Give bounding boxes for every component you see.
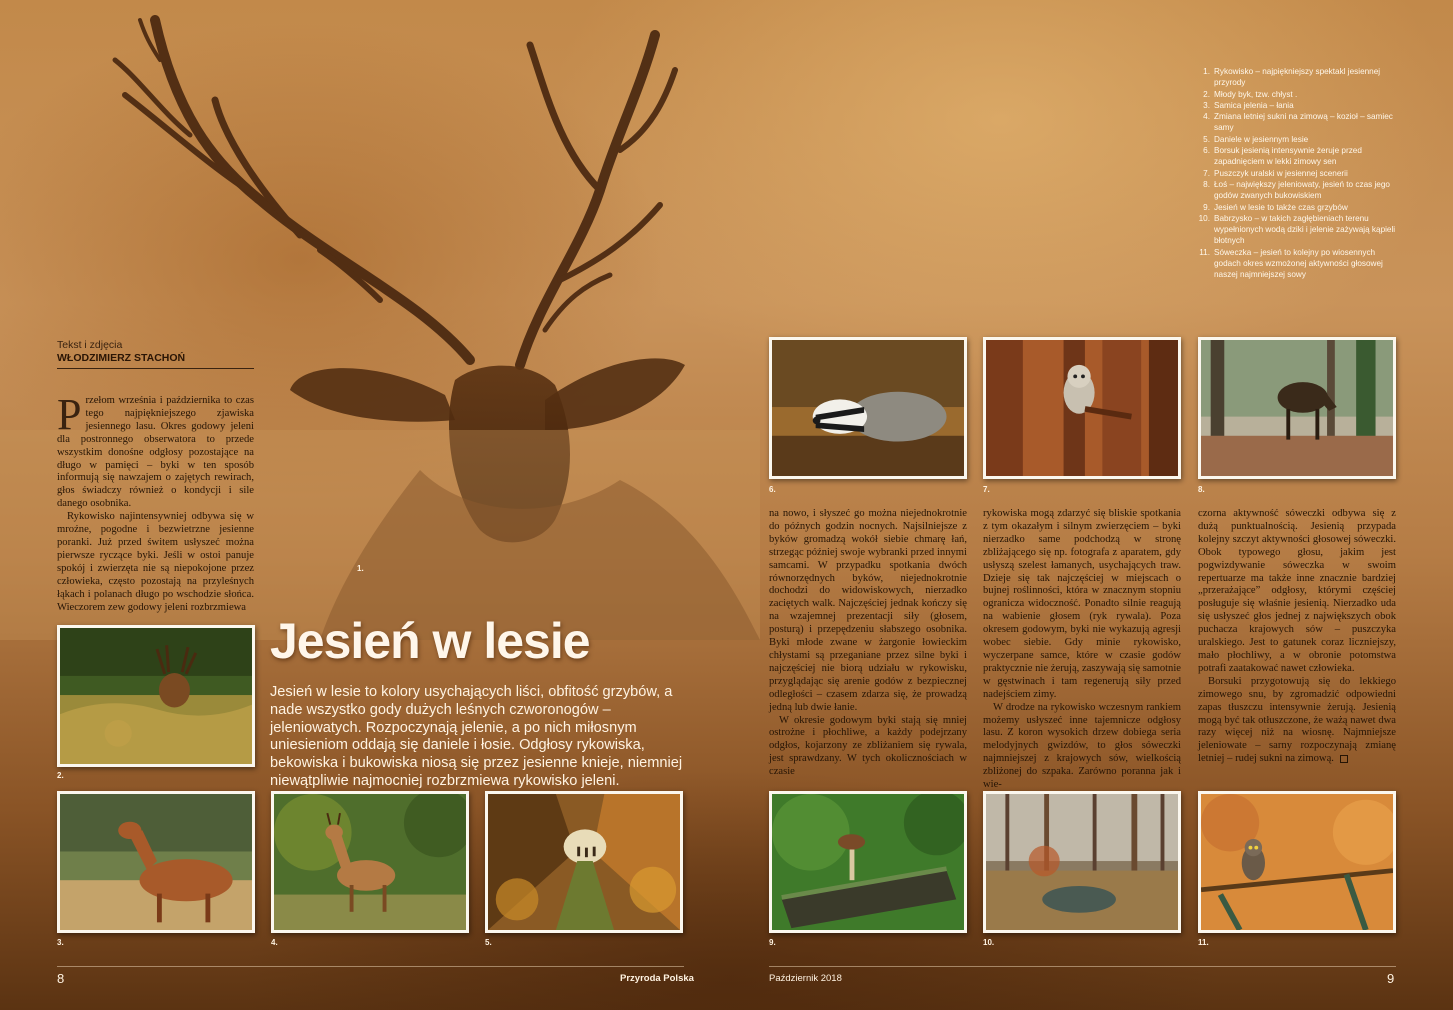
caption-item (1197, 168, 1397, 179)
caption-text: Zmiana letniej sukni na zimową – kozioł – samiec samy (1214, 112, 1393, 133)
caption-item (1197, 213, 1397, 247)
col2-paragraph-1: na nowo, i słyszeć go można niejednokrotnie do późnych godzin nocnych. Najsilniejsze z byków gromadzą wokół siebie chmarę łań, strzegąc później swoje wybranki przed innymi samcami. W przypadku spotkania dwóch równorzędnych byków, niejednokrotnie dochodzi do widowiskowych, nierzadko zaciętych walk. Najczęściej jednak kończy się na wzajemnej prezentacji siły (głosem, posturą) i przepędzeniu słabszego osobnika. Byki młode zwane w żargonie łowieckim chłystami są przeganiane przez silne byki i najczęściej nie biorą udziału w rykowisku, przyglądając się arenie godów z bezpiecznej odległości – czasem zdarza się, że prowadzą jedną lub dwie łanie. (769, 508, 967, 713)
end-mark-icon (1340, 755, 1348, 763)
photo-number-1: 1. (357, 564, 364, 573)
photo-young-stag (57, 625, 255, 767)
magazine-name: Przyroda Polska (620, 973, 694, 984)
photo-number-4: 4. (271, 938, 278, 947)
body-column-4 (1198, 508, 1396, 766)
caption-number: 4. (1203, 112, 1210, 122)
photo-ural-owl (983, 337, 1181, 479)
caption-number: 1. (1203, 67, 1210, 76)
body-column-2 (769, 508, 967, 779)
photo-number-5: 5. (485, 938, 492, 947)
photo-elk (1198, 337, 1396, 479)
photo-number-3: 3. (57, 938, 64, 947)
col4-paragraph-2: Borsuki przygotowują się do lekkiego zimowego snu, by zgromadzić odpowiedni zapas tłuszczu intensywnie żerują. Jesienią mogą być tak otłuszczone, że ważą nawet dwa razy więcej niż na wiosnę. Najmniejsze jeleniowate – sarny rozpoczynają zmianę letniej – rudej sukni na zimową. (1198, 675, 1396, 765)
author-name: WŁODZIMIERZ STACHOŃ (57, 352, 254, 369)
caption-number: 6. (1203, 146, 1210, 156)
photo-pygmy-owl (1198, 791, 1396, 933)
caption-item (1197, 145, 1397, 168)
col3-paragraph-2: W drodze na rykowisko wczesnym rankiem możemy usłyszeć inne tajemnicze odgłosy lasu. Z koron wysokich drzew dobiega seria melodyjnych gwizdów, to głos sóweczki najmniejszej z krajowych sów, wielkością zbliżonej do szpaka. Zarówno poranna jak i wie- (983, 701, 1181, 791)
col3-paragraph-1: rykowiska mogą zdarzyć się bliskie spotkania z tym okazałym i silnym zwierzęciem – byki nierzadko same podchodzą w stronę zbliżającego się np. fotografa z aparatem, gdy usłyszą szelest łamanych, usychających traw. Dzieje się tak najczęściej w miejscach o bujnej roślinności, która w znacznym stopniu ogranicza widoczność. Ponadto silnie reagują na wabienie głosem (ryk rywala). Poza okresem godowym, byki nie wykazują agresji wobec siebie. Gdy minie rykowisko, wyczerpane samce, które w czasie godów praktycznie nie żerują, zaszywają się samotnie w gęstwinach i tam regenerują siły przed nadejściem zimy. (983, 508, 1181, 700)
photo-number-2: 2. (57, 771, 64, 780)
caption-item (1197, 247, 1397, 281)
footer-rule-right (769, 966, 1396, 967)
page-number-left: 8 (57, 971, 65, 986)
caption-number: 8. (1203, 179, 1210, 189)
caption-text: Rykowisko – najpiękniejszy spektakl jesiennej przyrody (1214, 67, 1381, 88)
body-column-1 (57, 390, 254, 614)
col1-paragraph-2: Rykowisko najintensywniej odbywa się w mroźne, pogodne i bezwietrzne jesienne poranki. Już przed świtem usłyszeć można pierwsze ryczące byki. Jeśli w ostoi panuje spokój i zwierzęta nie są niepokojone przez człowieka, często pozostają na przyleśnych łąkach i polanach długo po wschodzie słońca. Wieczorem zew godowy jeleni rozbrzmiewa (57, 511, 254, 613)
photo-number-8: 8. (1198, 485, 1205, 494)
photo-roe-buck (271, 791, 469, 933)
caption-text: Babrzysko – w takich zagłębieniach terenu wypełnionych wodą dziki i jelenie zażywają kąpieli błotnych (1214, 213, 1396, 246)
col4-paragraph-1: czorna aktywność sóweczki odbywa się z dużą punktualnością. Jesienią przypada kolejny szczyt aktywności głosowej sóweczki. Obok typowego głosu, jakim jest pogwizdywanie sóweczka w swoim repertuarze ma także inne znacznie bardziej „przerażające” odgłosy, którymi częściej posługuje się właśnie jesienią. Nierzadko uda się usłyszeć głos jednej z największych obok puchacza krajowych sów – puszczyka uralskiego. Jest to gatunek coraz liczniejszy, mało płochliwy, a w obronie potomstwa potrafi zaatakować nawet człowieka. (1198, 508, 1396, 674)
caption-item (1197, 202, 1397, 213)
photo-wallow (983, 791, 1181, 933)
caption-list (1197, 66, 1397, 281)
photo-number-6: 6. (769, 485, 776, 494)
caption-number: 2. (1203, 89, 1210, 99)
caption-number: 7. (1203, 168, 1210, 178)
caption-item (1197, 179, 1397, 202)
caption-item (1197, 89, 1397, 100)
caption-number: 10. (1198, 213, 1210, 223)
caption-text: Łoś – największy jeleniowaty, jesień to czas jego godów zwanych bukowiskiem (1214, 179, 1390, 201)
photo-number-10: 10. (983, 938, 995, 947)
caption-text: Puszczyk uralski w jesiennej scenerii (1214, 168, 1348, 178)
caption-item (1197, 100, 1397, 111)
drop-cap: P (57, 390, 82, 439)
caption-number: 3. (1203, 100, 1210, 110)
footer-rule-left (57, 966, 684, 967)
page-number-right: 9 (1387, 971, 1395, 986)
photo-number-9: 9. (769, 938, 776, 947)
caption-text: Jesień w lesie to także czas grzybów (1214, 202, 1348, 212)
caption-number: 5. (1203, 134, 1210, 144)
caption-number: 11. (1199, 247, 1210, 257)
caption-number: 9. (1203, 202, 1210, 212)
caption-text: Samica jelenia – łania (1214, 100, 1294, 110)
article-lead: Jesień w lesie to kolory usychających liści, obfitość grzybów, a nade wszystko gody dużych leśnych czworonogów – jeleniowatych. Rozpoczynają jelenie, a po nich miłosnym uniesieniom oddają się daniele i łosie. Odgłosy rykowiska, bekowiska i bukowiska niosą się przez jesienne knieje, niemniej niewątpliwie najmocniej rozbrzmiewa rykowisko jeleni. (270, 684, 683, 789)
photo-fallow-deer-forest (485, 791, 683, 933)
caption-item (1197, 111, 1397, 134)
col2-paragraph-2: W okresie godowym byki stają się mniej ostrożne i płochliwe, a każdy podejrzany odgłos, kojarzony ze zbliżaniem się rywala, jest sprawdzany. W tych okolicznościach w czasie (769, 714, 967, 778)
body-column-3 (983, 508, 1181, 792)
caption-text: Daniele w jesiennym lesie (1214, 134, 1309, 144)
article-title: Jesień w lesie (270, 613, 590, 669)
caption-item (1197, 66, 1397, 89)
photo-number-7: 7. (983, 485, 990, 494)
photo-badger (769, 337, 967, 479)
caption-text: Sóweczka – jesień to kolejny po wiosennych godach okres wzmożonej aktywności głosowej naszej najmniejszej sowy (1214, 247, 1383, 280)
photo-hind (57, 791, 255, 933)
col1-paragraph-1: rzełom września i października to czas tego najpiękniejszego zjawiska jesiennego lasu. Okres godowy jeleni dla postronnego obserwatora to przede wszystkim donośne odgłosy pozostające na długo w pamięci – byki w ten sposób informują się nawzajem o zajętych rewirach, głos świadczy również o kondycji i sile danego osobnika. (57, 395, 254, 510)
credit-label: Tekst i zdjęcia (57, 339, 123, 351)
photo-number-11: 11. (1198, 938, 1209, 947)
photo-mushroom (769, 791, 967, 933)
caption-text: Borsuk jesienią intensywnie żeruje przed zapadnięciem w lekki zimowy sen (1214, 146, 1362, 167)
caption-item (1197, 134, 1397, 145)
issue-date: Październik 2018 (769, 973, 842, 984)
caption-text: Młody byk, tzw. chłyst . (1214, 89, 1298, 99)
